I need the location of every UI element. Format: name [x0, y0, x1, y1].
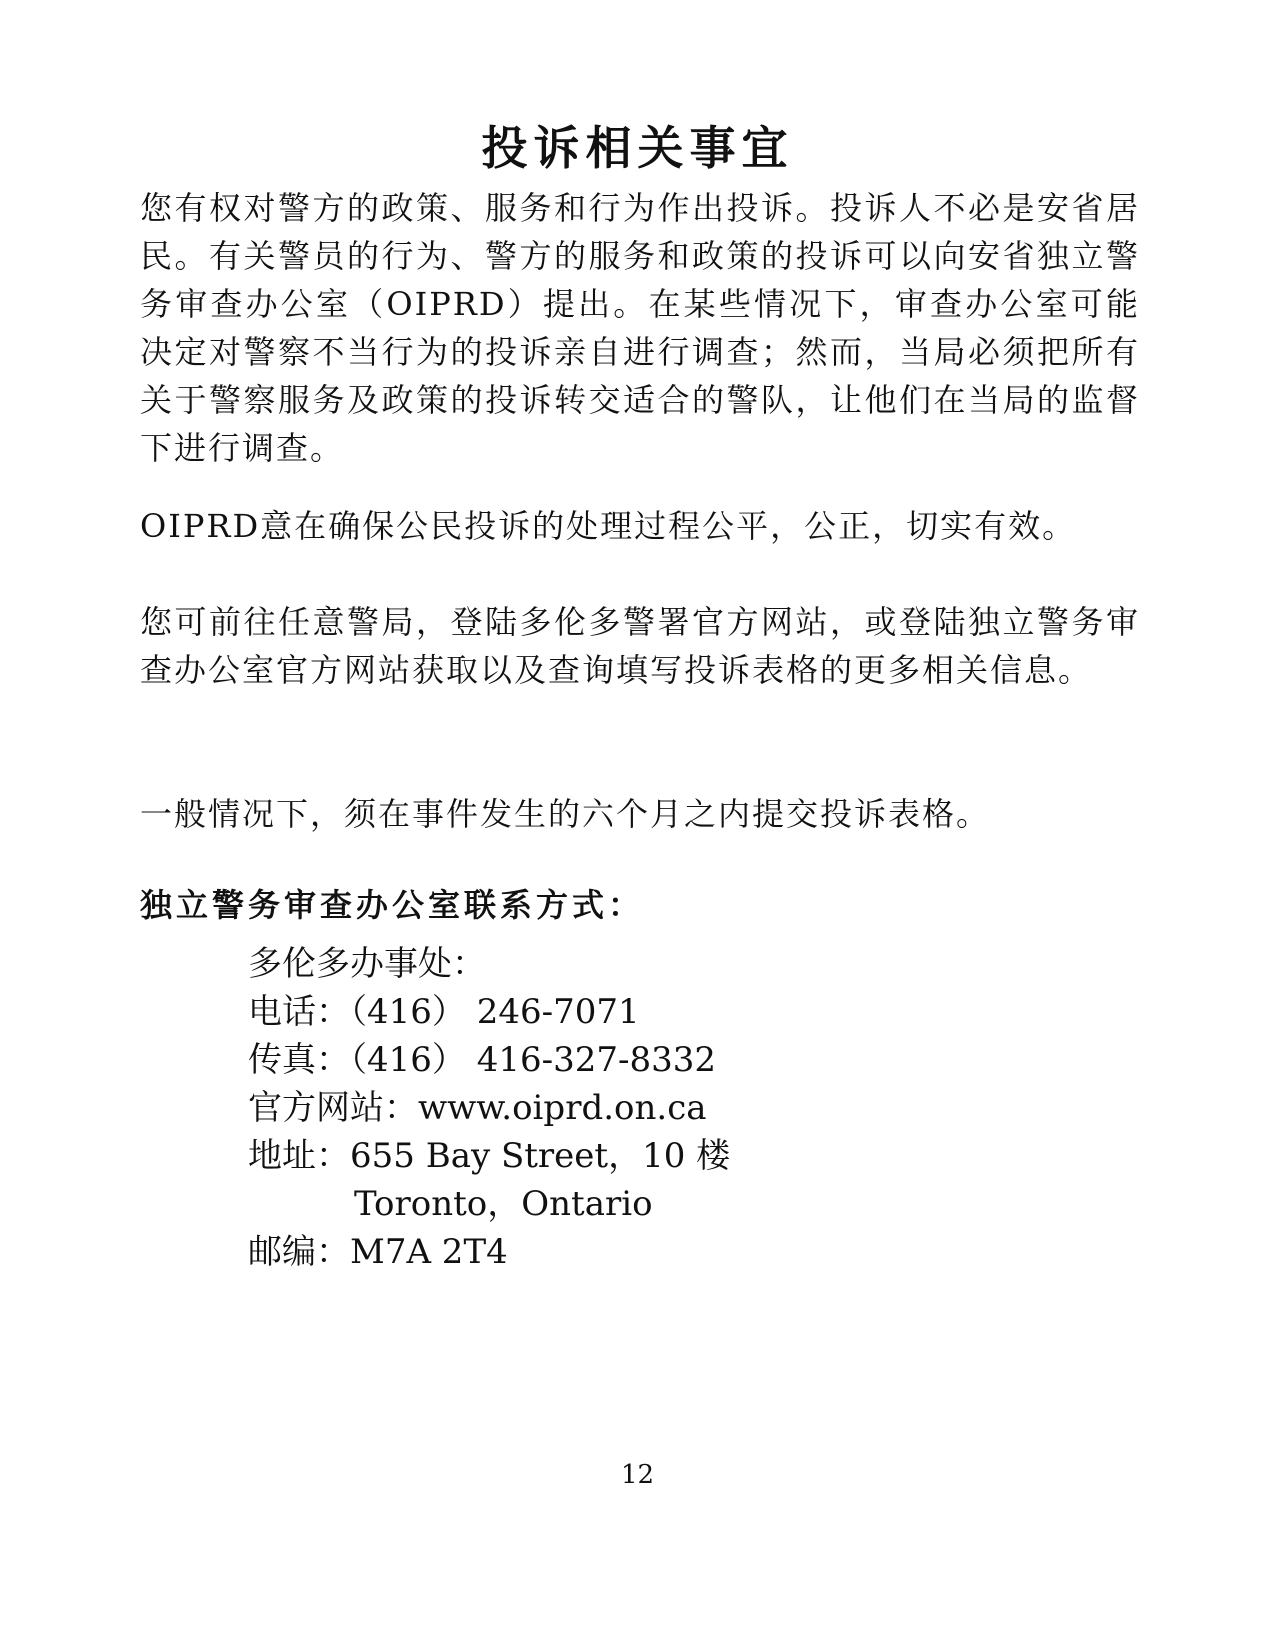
contact-fax: 传真：（416） 416-327-8332 — [248, 1040, 716, 1080]
paragraph-deadline: 一般情况下，须在事件发生的六个月之内提交投诉表格。 — [140, 795, 991, 833]
contact-postal-code: 邮编：M7A 2T4 — [248, 1232, 508, 1272]
contact-heading: 独立警务审查办公室联系方式： — [140, 886, 645, 924]
contact-list — [248, 940, 730, 1276]
paragraph-oiprd-purpose: OIPRD意在确保公民投诉的处理过程公平，公正，切实有效。 — [140, 507, 1077, 545]
page-title: 投诉相关事宜 — [481, 121, 794, 175]
paragraph-form-info: 您可前往任意警局，登陆多伦多警署官方网站，或登陆独立警务审查办公室官方网站获取以及查询填写投诉表格的更多相关信息。 — [140, 603, 1140, 689]
contact-phone: 电话：（416） 246-7071 — [248, 992, 640, 1032]
page-number: 12 — [620, 1460, 655, 1490]
contact-website: 官方网站：www.oiprd.on.ca — [248, 1088, 707, 1128]
contact-address-city: Toronto，Ontario — [354, 1184, 653, 1224]
paragraph-complaint-rights: 您有权对警方的政策、服务和行为作出投诉。投诉人不必是安省居民。有关警员的行为、警方的服务和政策的投诉可以向安省独立警务审查办公室（OIPRD）提出。在某些情况下，审查办公室可能决定对警察不当行为的投诉亲自进行调查；然而，当局必须把所有关于警察服务及政策的投诉转交适合的警队，让他们在当局的监督下进行调查。 — [140, 189, 1140, 467]
contact-address: 地址：655 Bay Street，10 楼 — [248, 1136, 731, 1176]
contact-office: 多伦多办事处： — [248, 944, 486, 984]
